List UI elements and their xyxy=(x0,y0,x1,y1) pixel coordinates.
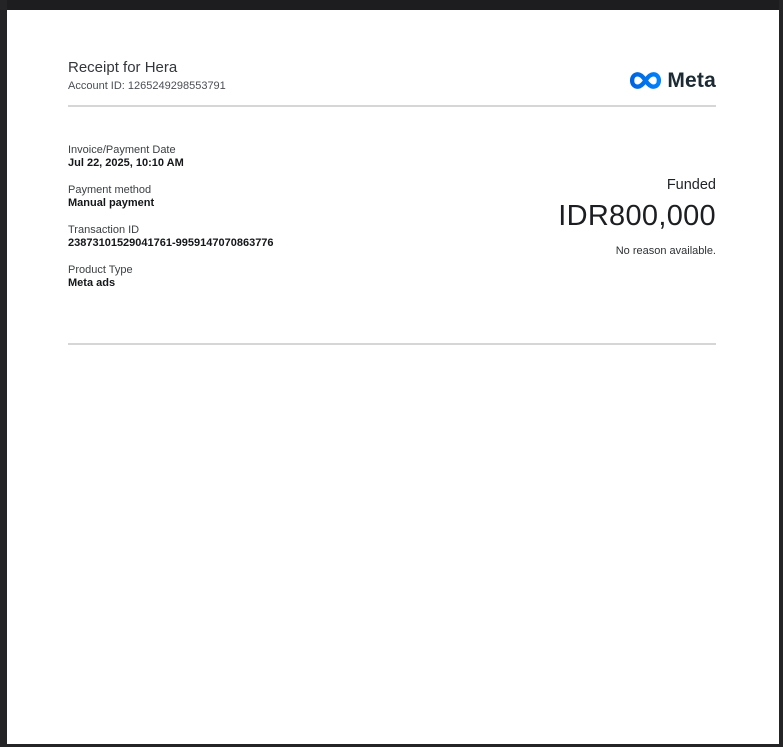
account-id: Account ID: 1265249298553791 xyxy=(68,80,226,92)
meta-infinity-icon xyxy=(628,69,663,92)
receipt-page xyxy=(7,10,779,744)
detail-invoice-date xyxy=(68,144,274,170)
detail-product-type xyxy=(68,264,274,290)
payment-amount: IDR800,000 xyxy=(558,200,716,232)
detail-label: Product Type xyxy=(68,264,133,276)
detail-payment-method xyxy=(68,184,274,210)
receipt-body xyxy=(68,107,716,304)
detail-transaction-id xyxy=(68,224,274,250)
receipt-header xyxy=(68,58,716,93)
body-divider xyxy=(68,343,716,345)
payment-summary xyxy=(558,144,716,304)
receipt-details xyxy=(68,144,274,304)
status-label: Funded xyxy=(666,177,716,193)
detail-label: Payment method xyxy=(68,184,152,196)
viewer-frame-top xyxy=(0,0,783,10)
detail-value: Manual payment xyxy=(68,197,155,209)
meta-wordmark: Meta xyxy=(667,69,716,92)
meta-logo xyxy=(628,69,716,93)
detail-value: Meta ads xyxy=(68,277,116,289)
viewer-frame-left xyxy=(0,0,7,747)
page-title: Receipt for Hera xyxy=(68,59,178,76)
detail-value: 23873101529041761-9959147070863776 xyxy=(68,237,274,249)
viewer-frame-right xyxy=(779,0,783,747)
detail-value: Jul 22, 2025, 10:10 AM xyxy=(68,157,184,169)
detail-label: Invoice/Payment Date xyxy=(68,144,176,156)
detail-label: Transaction ID xyxy=(68,224,140,236)
receipt-header-text xyxy=(68,58,226,93)
reason-note: No reason available. xyxy=(615,245,716,257)
